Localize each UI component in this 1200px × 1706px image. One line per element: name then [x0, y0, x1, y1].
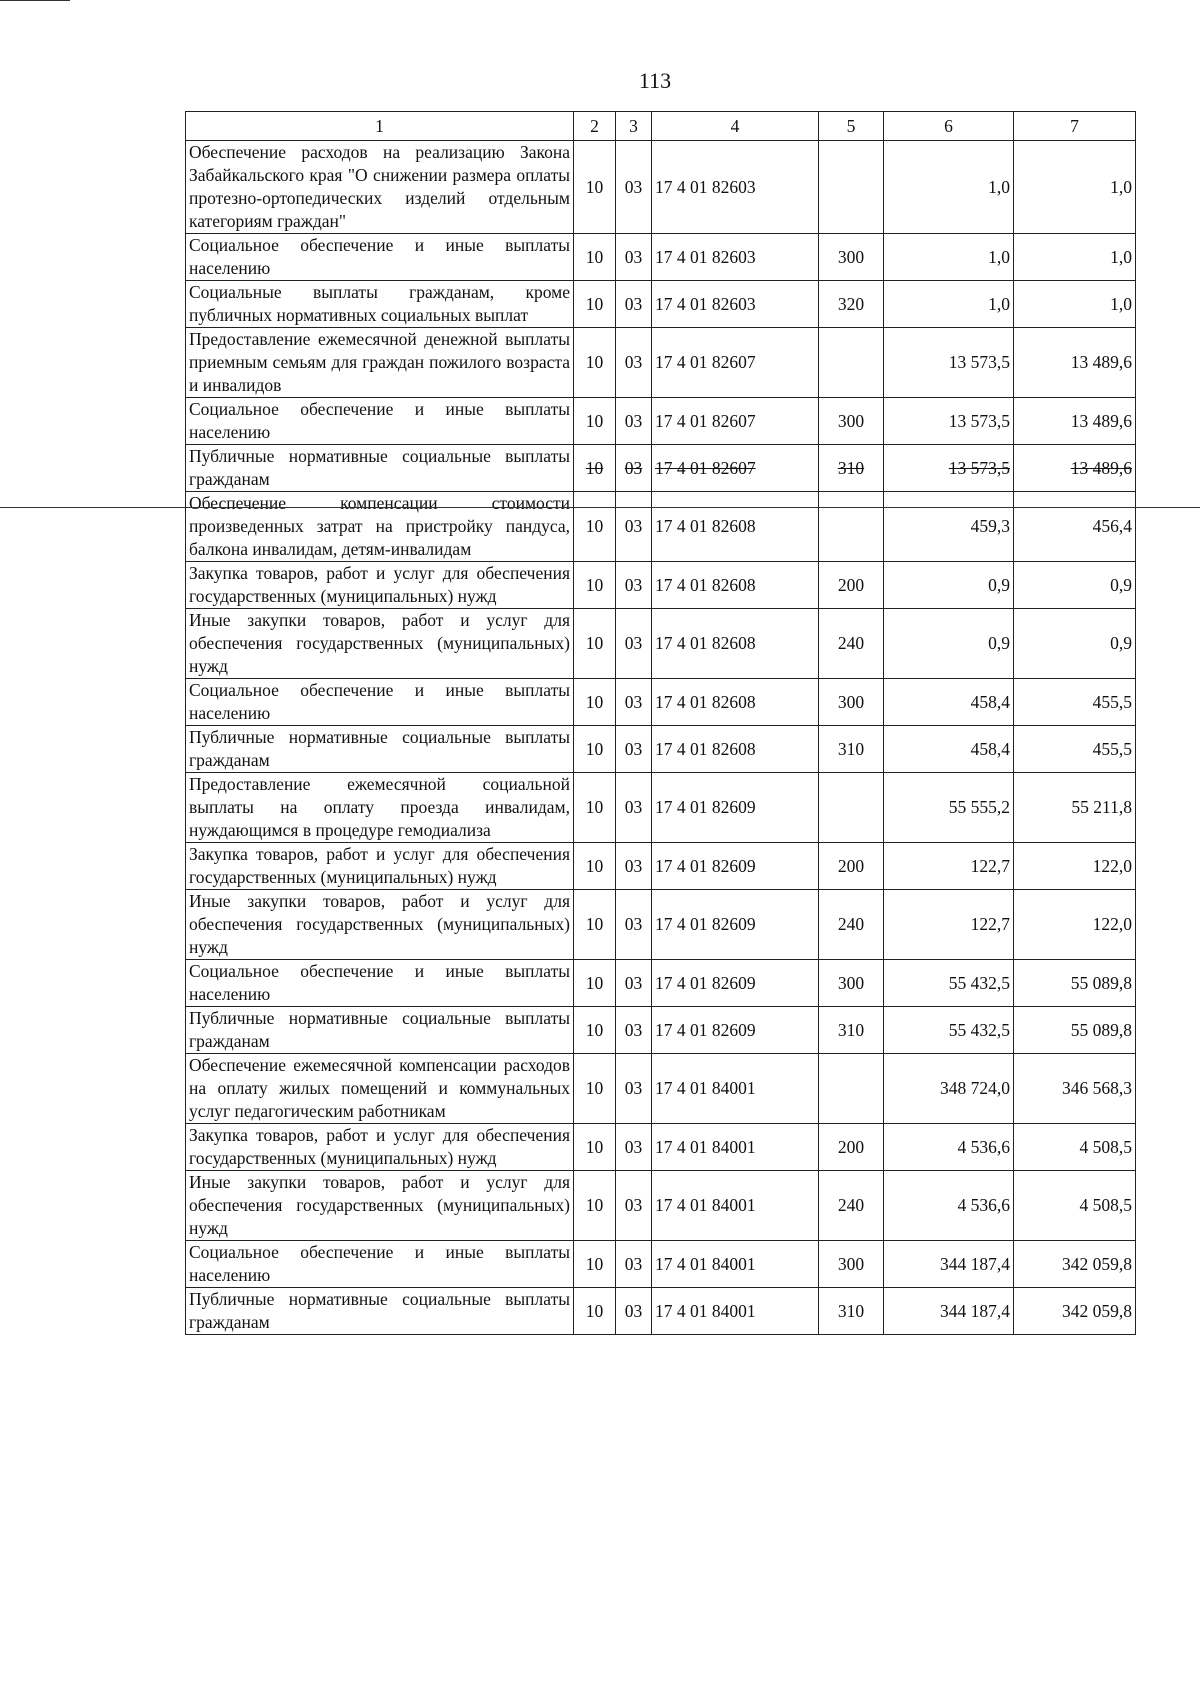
- row-subsection-code: 03: [616, 562, 652, 609]
- row-amount-year2: 342 059,8: [1014, 1288, 1136, 1335]
- column-header: 6: [884, 112, 1014, 141]
- row-target-article: 17 4 01 82603: [652, 234, 819, 281]
- row-amount-year2: 13 489,6: [1014, 398, 1136, 445]
- row-target-article: 17 4 01 82609: [652, 960, 819, 1007]
- row-expense-type: [819, 773, 884, 843]
- row-section-code: 10: [574, 726, 616, 773]
- row-amount-year2: 122,0: [1014, 890, 1136, 960]
- row-section-code: 10: [574, 445, 616, 492]
- row-target-article: 17 4 01 82608: [652, 726, 819, 773]
- table-row: [186, 445, 1136, 492]
- table-row: [186, 141, 1136, 234]
- row-description: Закупка товаров, работ и услуг для обеспечения государственных (муниципальных) нужд: [186, 562, 574, 609]
- row-section-code: 10: [574, 1171, 616, 1241]
- row-amount-year1: 348 724,0: [884, 1054, 1014, 1124]
- row-expense-type: 320: [819, 281, 884, 328]
- row-description: Социальное обеспечение и иные выплаты населению: [186, 960, 574, 1007]
- row-subsection-code: 03: [616, 1124, 652, 1171]
- column-header: 4: [652, 112, 819, 141]
- row-amount-year2: 13 489,6: [1014, 328, 1136, 398]
- row-amount-year1: 55 432,5: [884, 1007, 1014, 1054]
- row-subsection-code: 03: [616, 1288, 652, 1335]
- row-subsection-code: 03: [616, 726, 652, 773]
- row-description: Публичные нормативные социальные выплаты гражданам: [186, 445, 574, 492]
- row-amount-year1: 4 536,6: [884, 1171, 1014, 1241]
- row-description: Иные закупки товаров, работ и услуг для обеспечения государственных (муниципальных) нужд: [186, 609, 574, 679]
- scan-artifact-line: [0, 507, 1200, 508]
- column-header: 5: [819, 112, 884, 141]
- row-section-code: 10: [574, 234, 616, 281]
- budget-table: [185, 111, 1136, 1335]
- row-section-code: 10: [574, 492, 616, 562]
- row-subsection-code: 03: [616, 141, 652, 234]
- row-description: Предоставление ежемесячной социальной выплаты на оплату проезда инвалидам, нуждающимся в процедуре гемодиализа: [186, 773, 574, 843]
- header-row: [186, 112, 1136, 141]
- row-section-code: 10: [574, 890, 616, 960]
- row-expense-type: [819, 1054, 884, 1124]
- row-description: Предоставление ежемесячной денежной выплаты приемным семьям для граждан пожилого возраста и инвалидов: [186, 328, 574, 398]
- row-amount-year2: 342 059,8: [1014, 1241, 1136, 1288]
- row-expense-type: 240: [819, 609, 884, 679]
- row-section-code: 10: [574, 609, 616, 679]
- row-target-article: 17 4 01 82603: [652, 141, 819, 234]
- row-expense-type: 310: [819, 726, 884, 773]
- row-target-article: 17 4 01 82609: [652, 843, 819, 890]
- row-amount-year2: 55 089,8: [1014, 960, 1136, 1007]
- row-amount-year1: 458,4: [884, 679, 1014, 726]
- table-row: [186, 1288, 1136, 1335]
- row-description: Закупка товаров, работ и услуг для обеспечения государственных (муниципальных) нужд: [186, 1124, 574, 1171]
- row-description: Социальное обеспечение и иные выплаты населению: [186, 679, 574, 726]
- row-description: Обеспечение расходов на реализацию Закона Забайкальского края "О снижении размера оплаты протезно-ортопедических изделий отдельным категориям граждан": [186, 141, 574, 234]
- row-expense-type: 300: [819, 234, 884, 281]
- table-row: [186, 1054, 1136, 1124]
- row-section-code: 10: [574, 141, 616, 234]
- table-row: [186, 773, 1136, 843]
- row-amount-year1: 0,9: [884, 609, 1014, 679]
- row-section-code: 10: [574, 1288, 616, 1335]
- row-description: Иные закупки товаров, работ и услуг для обеспечения государственных (муниципальных) нужд: [186, 890, 574, 960]
- row-expense-type: 240: [819, 1171, 884, 1241]
- row-expense-type: 200: [819, 562, 884, 609]
- row-expense-type: 310: [819, 1288, 884, 1335]
- row-expense-type: [819, 328, 884, 398]
- row-amount-year2: 0,9: [1014, 609, 1136, 679]
- row-amount-year1: 13 573,5: [884, 445, 1014, 492]
- row-description: Обеспечение ежемесячной компенсации расходов на оплату жилых помещений и коммунальных услуг педагогическим работникам: [186, 1054, 574, 1124]
- row-target-article: 17 4 01 82609: [652, 773, 819, 843]
- row-section-code: 10: [574, 1007, 616, 1054]
- table-row: [186, 609, 1136, 679]
- page-number: 113: [638, 68, 672, 93]
- row-subsection-code: 03: [616, 281, 652, 328]
- row-amount-year1: 1,0: [884, 141, 1014, 234]
- row-target-article: 17 4 01 82607: [652, 398, 819, 445]
- row-description: Социальное обеспечение и иные выплаты населению: [186, 398, 574, 445]
- row-target-article: 17 4 01 82608: [652, 609, 819, 679]
- row-subsection-code: 03: [616, 445, 652, 492]
- row-subsection-code: 03: [616, 398, 652, 445]
- row-description: Публичные нормативные социальные выплаты гражданам: [186, 1007, 574, 1054]
- row-description: Социальные выплаты гражданам, кроме публичных нормативных социальных выплат: [186, 281, 574, 328]
- row-section-code: 10: [574, 1241, 616, 1288]
- row-amount-year2: 55 089,8: [1014, 1007, 1136, 1054]
- row-target-article: 17 4 01 82608: [652, 492, 819, 562]
- table-row: [186, 1007, 1136, 1054]
- row-section-code: 10: [574, 679, 616, 726]
- row-target-article: 17 4 01 82608: [652, 679, 819, 726]
- row-amount-year2: 346 568,3: [1014, 1054, 1136, 1124]
- column-header: 2: [574, 112, 616, 141]
- row-amount-year1: 122,7: [884, 843, 1014, 890]
- table-row: [186, 562, 1136, 609]
- table-row: [186, 890, 1136, 960]
- row-subsection-code: 03: [616, 679, 652, 726]
- row-amount-year2: 1,0: [1014, 141, 1136, 234]
- row-amount-year2: 0,9: [1014, 562, 1136, 609]
- row-subsection-code: 03: [616, 1007, 652, 1054]
- row-amount-year2: 4 508,5: [1014, 1171, 1136, 1241]
- row-subsection-code: 03: [616, 492, 652, 562]
- row-target-article: 17 4 01 82608: [652, 562, 819, 609]
- row-subsection-code: 03: [616, 960, 652, 1007]
- row-amount-year2: 1,0: [1014, 234, 1136, 281]
- row-subsection-code: 03: [616, 1241, 652, 1288]
- row-subsection-code: 03: [616, 328, 652, 398]
- row-description: Закупка товаров, работ и услуг для обеспечения государственных (муниципальных) нужд: [186, 843, 574, 890]
- row-amount-year2: 55 211,8: [1014, 773, 1136, 843]
- column-header: 1: [186, 112, 574, 141]
- row-amount-year2: 13 489,6: [1014, 445, 1136, 492]
- row-amount-year1: 344 187,4: [884, 1288, 1014, 1335]
- row-amount-year2: 455,5: [1014, 679, 1136, 726]
- row-subsection-code: 03: [616, 609, 652, 679]
- row-section-code: 10: [574, 843, 616, 890]
- row-section-code: 10: [574, 562, 616, 609]
- table-row: [186, 1241, 1136, 1288]
- table-row: [186, 726, 1136, 773]
- row-target-article: 17 4 01 82603: [652, 281, 819, 328]
- row-subsection-code: 03: [616, 234, 652, 281]
- row-amount-year2: 4 508,5: [1014, 1124, 1136, 1171]
- row-target-article: 17 4 01 84001: [652, 1171, 819, 1241]
- row-description: Иные закупки товаров, работ и услуг для обеспечения государственных (муниципальных) нужд: [186, 1171, 574, 1241]
- row-amount-year1: 13 573,5: [884, 398, 1014, 445]
- row-target-article: 17 4 01 82609: [652, 890, 819, 960]
- row-expense-type: [819, 141, 884, 234]
- row-amount-year1: 344 187,4: [884, 1241, 1014, 1288]
- row-section-code: 10: [574, 1124, 616, 1171]
- row-amount-year2: 1,0: [1014, 281, 1136, 328]
- table-row: [186, 398, 1136, 445]
- row-amount-year1: 122,7: [884, 890, 1014, 960]
- row-expense-type: 300: [819, 679, 884, 726]
- table-row: [186, 234, 1136, 281]
- row-amount-year1: 1,0: [884, 281, 1014, 328]
- row-amount-year1: 4 536,6: [884, 1124, 1014, 1171]
- row-expense-type: 300: [819, 960, 884, 1007]
- table-row: [186, 1124, 1136, 1171]
- row-description: Публичные нормативные социальные выплаты гражданам: [186, 1288, 574, 1335]
- row-target-article: 17 4 01 82607: [652, 328, 819, 398]
- row-target-article: 17 4 01 82609: [652, 1007, 819, 1054]
- row-expense-type: 310: [819, 1007, 884, 1054]
- row-amount-year1: 458,4: [884, 726, 1014, 773]
- row-section-code: 10: [574, 281, 616, 328]
- table-row: [186, 960, 1136, 1007]
- row-amount-year1: 0,9: [884, 562, 1014, 609]
- row-target-article: 17 4 01 84001: [652, 1124, 819, 1171]
- row-description: Социальное обеспечение и иные выплаты населению: [186, 1241, 574, 1288]
- row-subsection-code: 03: [616, 1054, 652, 1124]
- row-amount-year2: 455,5: [1014, 726, 1136, 773]
- column-header: 7: [1014, 112, 1136, 141]
- row-expense-type: 240: [819, 890, 884, 960]
- row-description: Публичные нормативные социальные выплаты гражданам: [186, 726, 574, 773]
- row-section-code: 10: [574, 398, 616, 445]
- row-subsection-code: 03: [616, 773, 652, 843]
- row-subsection-code: 03: [616, 890, 652, 960]
- table-row: [186, 492, 1136, 562]
- row-amount-year1: 459,3: [884, 492, 1014, 562]
- row-section-code: 10: [574, 1054, 616, 1124]
- row-amount-year1: 55 432,5: [884, 960, 1014, 1007]
- row-amount-year1: 1,0: [884, 234, 1014, 281]
- table-row: [186, 843, 1136, 890]
- row-section-code: 10: [574, 960, 616, 1007]
- row-section-code: 10: [574, 773, 616, 843]
- row-target-article: 17 4 01 84001: [652, 1288, 819, 1335]
- row-amount-year1: 55 555,2: [884, 773, 1014, 843]
- column-header: 3: [616, 112, 652, 141]
- row-expense-type: 300: [819, 1241, 884, 1288]
- row-target-article: 17 4 01 84001: [652, 1241, 819, 1288]
- row-amount-year2: 122,0: [1014, 843, 1136, 890]
- row-expense-type: 300: [819, 398, 884, 445]
- row-section-code: 10: [574, 328, 616, 398]
- row-expense-type: 200: [819, 843, 884, 890]
- table-body: [186, 141, 1136, 1335]
- table-row: [186, 281, 1136, 328]
- row-subsection-code: 03: [616, 843, 652, 890]
- table-row: [186, 679, 1136, 726]
- row-target-article: 17 4 01 84001: [652, 1054, 819, 1124]
- table-row: [186, 328, 1136, 398]
- row-amount-year2: 456,4: [1014, 492, 1136, 562]
- row-expense-type: [819, 492, 884, 562]
- row-description: Обеспечение компенсации стоимости произведенных затрат на пристройку пандуса, балкона инвалидам, детям-инвалидам: [186, 492, 574, 562]
- row-description: Социальное обеспечение и иные выплаты населению: [186, 234, 574, 281]
- row-expense-type: 200: [819, 1124, 884, 1171]
- row-expense-type: 310: [819, 445, 884, 492]
- table-row: [186, 1171, 1136, 1241]
- row-amount-year1: 13 573,5: [884, 328, 1014, 398]
- row-target-article: 17 4 01 82607: [652, 445, 819, 492]
- scan-corner-mark: [0, 0, 70, 1]
- row-subsection-code: 03: [616, 1171, 652, 1241]
